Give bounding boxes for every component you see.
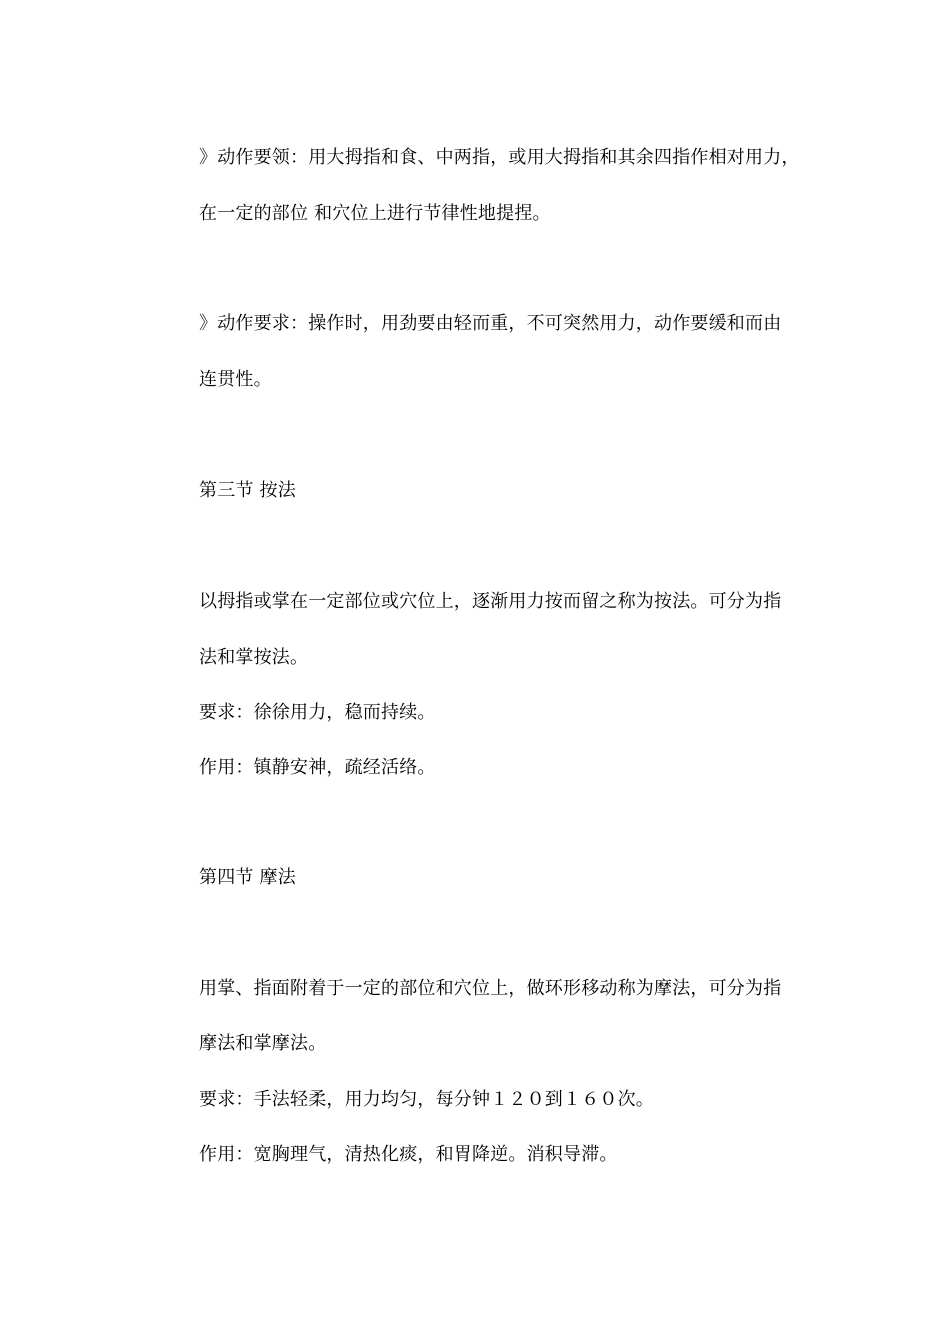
paragraph-line: 以拇指或掌在一定部位或穴位上，逐渐用力按而留之称为按法。可分为指 (199, 591, 782, 612)
paragraph-line: 用掌、指面附着于一定的部位和穴位上，做环形移动称为摩法，可分为指 (199, 978, 782, 999)
section-heading: 第三节 按法 (199, 480, 296, 501)
paragraph-line: 要求：徐徐用力，稳而持续。 (199, 702, 436, 723)
paragraph-line: 法和掌按法。 (199, 647, 309, 668)
paragraph-line: 作用：宽胸理气，清热化痰，和胃降逆。消积导滞。 (199, 1144, 618, 1165)
paragraph-line: 在一定的部位 和穴位上进行节律性地提捏。 (199, 203, 551, 224)
paragraph-line: 》动作要领：用大拇指和食、中两指，或用大拇指和其余四指作相对用力， (199, 147, 800, 168)
paragraph-line: 》动作要求：操作时，用劲要由轻而重，不可突然用力，动作要缓和而由 (199, 313, 782, 334)
paragraph-line: 作用：镇静安神，疏经活络。 (199, 757, 436, 778)
paragraph-line: 摩法和掌摩法。 (199, 1033, 327, 1054)
paragraph-line: 要求：手法轻柔，用力均匀，每分钟１２０到１６０次。 (199, 1089, 654, 1110)
paragraph-line: 连贯性。 (199, 369, 272, 390)
section-heading: 第四节 摩法 (199, 867, 296, 888)
